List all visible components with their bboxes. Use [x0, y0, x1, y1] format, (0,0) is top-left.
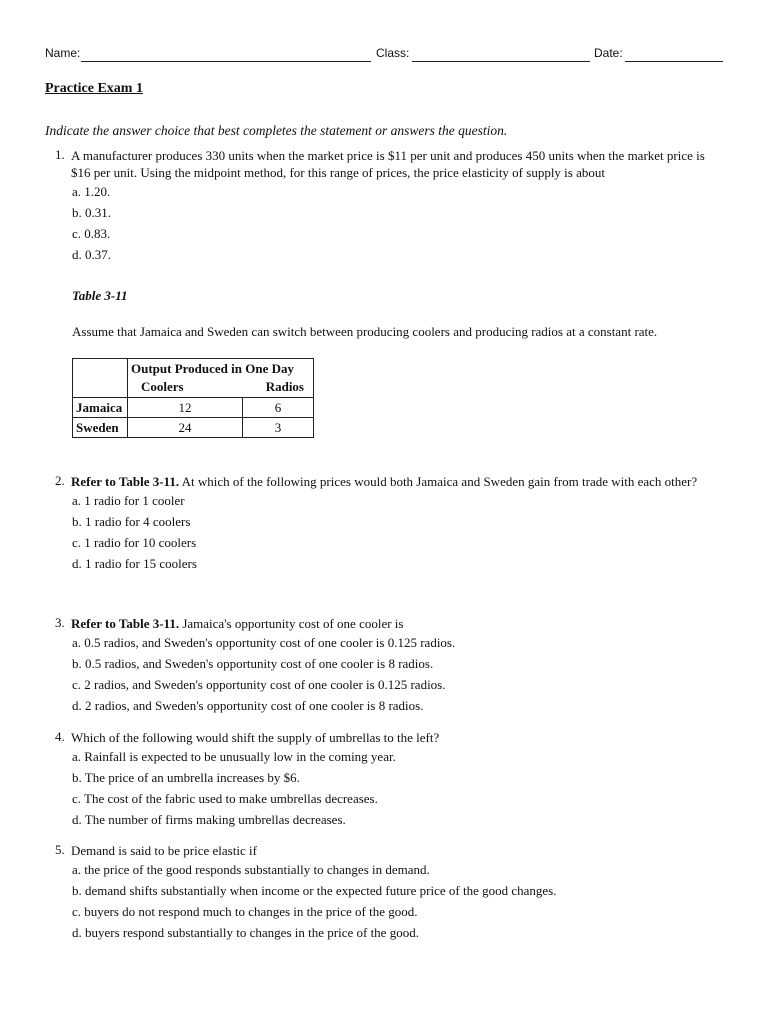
answer-options: [72, 181, 715, 265]
question-stem: Demand is said to be price elastic if: [71, 843, 257, 858]
table-row: [73, 418, 314, 438]
row-label: Sweden: [73, 418, 128, 438]
option-d[interactable]: d. 2 radios, and Sweden's opportunity cost of one cooler is 8 radios.: [72, 698, 424, 713]
class-blank[interactable]: [412, 61, 590, 62]
date-blank[interactable]: [625, 61, 723, 62]
question-1: [55, 147, 715, 265]
option-a[interactable]: a. Rainfall is expected to be unusually low in the coming year.: [72, 749, 396, 764]
group-header: Output Produced in One Day: [131, 361, 295, 376]
option-c[interactable]: c. The cost of the fabric used to make umbrellas decreases.: [72, 791, 378, 806]
empty-corner-cell: [73, 359, 128, 398]
question-number: 4.: [55, 729, 65, 744]
question-text: At which of the following prices would both Jamaica and Sweden gain from trade with each other?: [179, 474, 698, 489]
group-header-cell: [128, 359, 314, 398]
coolers-cell: 24: [128, 418, 243, 438]
option-c[interactable]: c. 2 radios, and Sweden's opportunity cost of one cooler is 0.125 radios.: [72, 677, 446, 692]
col-radios-header: Radios: [265, 379, 304, 394]
answer-options: [72, 632, 715, 716]
name-blank[interactable]: [81, 61, 371, 62]
option-a[interactable]: a. 1.20.: [72, 184, 111, 199]
page-title: Practice Exam 1: [45, 81, 143, 96]
option-a[interactable]: a. the price of the good responds substantially to changes in demand.: [72, 862, 430, 877]
option-d[interactable]: d. The number of firms making umbrellas decreases.: [72, 812, 346, 827]
question-5: [55, 842, 715, 943]
table-reference: Refer to Table 3-11.: [71, 474, 180, 489]
date-label: Date:: [594, 46, 623, 60]
question-4: [55, 729, 715, 830]
name-label: Name:: [45, 46, 81, 60]
answer-options: [72, 746, 715, 830]
option-d[interactable]: d. 1 radio for 15 coolers: [72, 556, 197, 571]
question-2: [55, 473, 715, 574]
output-table: [72, 358, 314, 438]
row-label: Jamaica: [73, 398, 128, 418]
question-number: 2.: [55, 473, 65, 488]
question-stem: [71, 615, 715, 632]
question-stem: Which of the following would shift the supply of umbrellas to the left?: [71, 730, 440, 745]
option-b[interactable]: b. demand shifts substantially when income or the expected future price of the good changes.: [72, 883, 557, 898]
instructions: Indicate the answer choice that best completes the statement or answers the question.: [45, 123, 508, 138]
option-a[interactable]: a. 1 radio for 1 cooler: [72, 493, 185, 508]
option-c[interactable]: c. buyers do not respond much to changes in the price of the good.: [72, 904, 418, 919]
option-d[interactable]: d. buyers respond substantially to changes in the price of the good.: [72, 925, 419, 940]
radios-cell: 3: [243, 418, 314, 438]
option-a[interactable]: a. 0.5 radios, and Sweden's opportunity cost of one cooler is 0.125 radios.: [72, 635, 456, 650]
option-b[interactable]: b. 1 radio for 4 coolers: [72, 514, 191, 529]
question-3: [55, 615, 715, 716]
answer-options: [72, 490, 715, 574]
table-row: [73, 398, 314, 418]
question-number: 3.: [55, 615, 65, 630]
table-title: Table 3-11: [72, 288, 128, 303]
option-b[interactable]: b. 0.5 radios, and Sweden's opportunity cost of one cooler is 8 radios.: [72, 656, 434, 671]
question-stem: A manufacturer produces 330 units when the market price is $11 per unit and produces 450 units when the market price is $16 per unit. Using the midpoint method, for this range of prices, the price elasticity of supply is about: [71, 148, 705, 180]
option-c[interactable]: c. 1 radio for 10 coolers: [72, 535, 197, 550]
coolers-cell: 12: [128, 398, 243, 418]
option-d[interactable]: d. 0.37.: [72, 247, 111, 262]
question-stem: [71, 473, 715, 490]
question-number: 1.: [55, 147, 65, 162]
option-c[interactable]: c. 0.83.: [72, 226, 111, 241]
class-label: Class:: [376, 46, 410, 60]
question-text: Jamaica's opportunity cost of one cooler is: [179, 616, 404, 631]
option-b[interactable]: b. The price of an umbrella increases by $6.: [72, 770, 300, 785]
answer-options: [72, 859, 715, 943]
student-info-header: [45, 46, 725, 64]
col-coolers-header: Coolers: [141, 379, 184, 394]
table-description: Assume that Jamaica and Sweden can switch between producing coolers and producing radios at a constant rate.: [72, 324, 658, 339]
question-number: 5.: [55, 842, 65, 857]
radios-cell: 6: [243, 398, 314, 418]
table-header-row: [73, 359, 314, 398]
table-reference: Refer to Table 3-11.: [71, 616, 180, 631]
option-b[interactable]: b. 0.31.: [72, 205, 111, 220]
